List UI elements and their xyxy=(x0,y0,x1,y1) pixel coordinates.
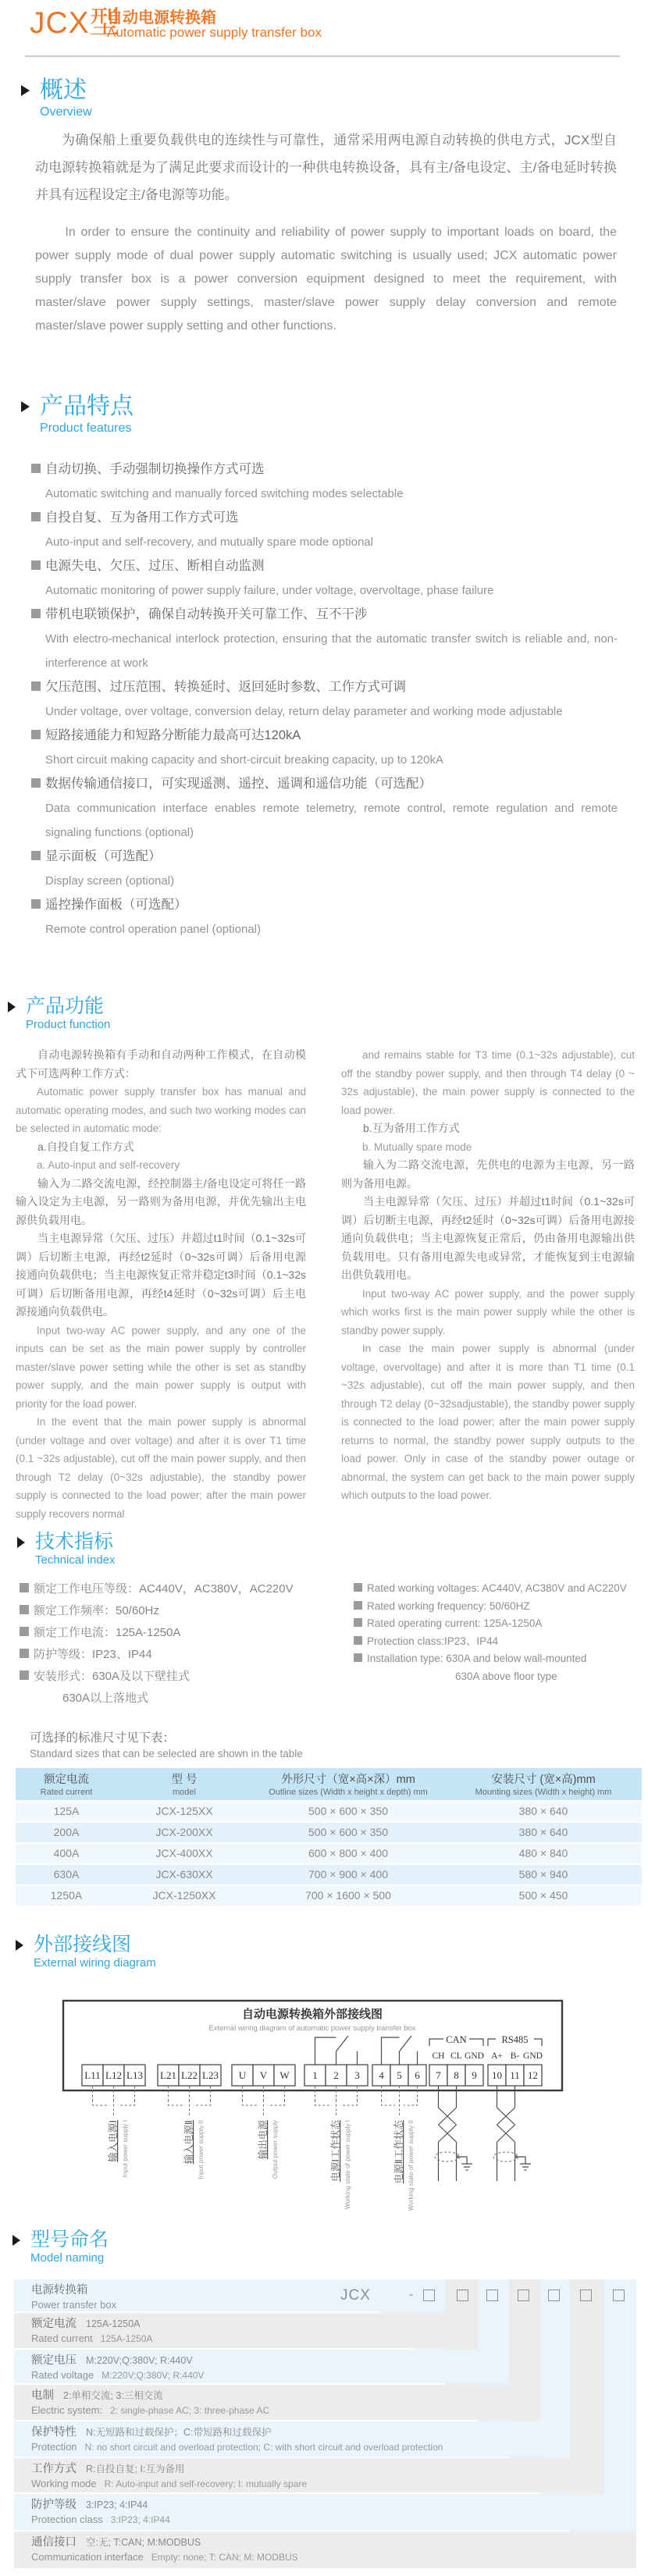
naming-code-box xyxy=(613,2290,625,2301)
tech-item: Rated working frequency: 50/60HZ xyxy=(354,1598,627,1616)
terminal-label: L22 xyxy=(181,2069,198,2081)
feature-item xyxy=(31,675,618,724)
feature-text-cn: 带机电联锁保护，确保自动转换开关可靠工作、互不干涉 xyxy=(45,607,368,621)
tech-item: Rated operating current: 125A-1250A xyxy=(354,1615,627,1633)
naming-code-box xyxy=(518,2290,529,2301)
terminal-label: L13 xyxy=(126,2069,143,2081)
triangle-icon xyxy=(17,1537,25,1548)
bullet-square-icon xyxy=(31,512,41,521)
naming-prefix: JCX xyxy=(340,2287,371,2304)
feature-text-cn: 自动切换、手动强制切换操作方式可选 xyxy=(45,462,265,476)
triangle-icon xyxy=(21,85,30,96)
tech-item-continuation: 630A above floor type xyxy=(455,1670,557,1682)
bullet-square-icon xyxy=(31,464,41,473)
bullet-square-icon xyxy=(20,1605,29,1614)
tech-item: 额定工作频率：50/60Hz xyxy=(20,1600,294,1622)
function-paragraph: Automatic power supply transfer box has manual and automatic operating modes, and such two working modes can be selected in automatic mode: xyxy=(16,1086,306,1134)
bullet-square-icon xyxy=(31,851,41,860)
ground-icon xyxy=(460,2157,472,2170)
table-row xyxy=(16,1800,642,1821)
group-label-cn: 电源Ⅰ工作状态 xyxy=(330,2120,341,2182)
section-title-en: Model naming xyxy=(30,2251,105,2265)
feature-item xyxy=(31,845,618,893)
table-cell: 630A xyxy=(53,1868,80,1880)
function-paragraph: 输入为二路交流电源，先供电的电源为主电源，另一路则为备用电源。 xyxy=(341,1158,635,1190)
product-title-cn: 自动电源转换箱 xyxy=(107,9,216,27)
naming-code-box xyxy=(580,2290,592,2301)
terminal-label: L12 xyxy=(105,2069,122,2081)
bullet-square-icon xyxy=(354,1601,362,1610)
tech-item: 安装形式：630A及以下壁挂式 xyxy=(20,1666,294,1688)
tech-item: Installation type: 630A and below wall-mounted xyxy=(354,1650,627,1668)
triangle-icon xyxy=(12,2235,20,2246)
ground-icon xyxy=(518,2157,531,2170)
bullet-square-icon xyxy=(31,730,41,739)
feature-item xyxy=(31,772,618,845)
section-title-en: Technical index xyxy=(35,1553,116,1567)
terminal-label: 6 xyxy=(415,2069,420,2081)
function-paragraph: 当主电源异常（欠压、过压）并超过t1时间（0.1~32s可调）后切断主电源，再经t2延时（0~32s可调）后备用电源接通向负载供电；当主电源恢复正常后，仍由备用电源输出供负载用电。只有备用电源失电或异常，才能恢复到主电源输出供负载用电。 xyxy=(341,1195,635,1281)
table-row xyxy=(16,1821,642,1842)
table-header-cell: 安装尺寸 (宽×高)mm Mounting sizes (Width x height) mm xyxy=(475,1774,612,1797)
naming-code-box xyxy=(457,2290,468,2301)
table-row xyxy=(16,1863,642,1884)
naming-row: 通信接口 空:无; T:CAN; M:MODBUS Communication interface Empty: none; T: CAN; M: MODBUS xyxy=(14,2532,636,2568)
bullet-square-icon xyxy=(31,609,41,618)
table-cell: 480 × 840 xyxy=(518,1847,568,1859)
feature-text-en: With electro-mechanical interlock protection, ensuring that the automatic transfer switch is reliable and, non-interference at work xyxy=(45,632,618,670)
terminal-label: L11 xyxy=(84,2069,101,2081)
table-cell: 380 × 640 xyxy=(518,1805,568,1817)
naming-row: 工作方式 R:自投自复; I:互为备用 Working mode R: Auto-input and self-recovery; I: mutually spare xyxy=(14,2458,570,2492)
naming-row: 电源转换箱 Power transfer box xyxy=(14,2279,414,2311)
overview-paragraph-cn: 为确保船上重要负载供电的连续性与可靠性，通常采用两电源自动转换的供电方式，JCX型自动电源转换箱就是为了满足此要求而设计的一种供电转换设备，具有主/备电设定、主/备电延时转换并具有远程设定主/备电源等功能。 xyxy=(35,133,617,202)
terminal-label: 12 xyxy=(528,2069,538,2081)
bullet-square-icon xyxy=(31,560,41,570)
wiring-title-en: External wiring diagram of automatic power supply transfer box xyxy=(208,2024,416,2033)
table-header-cell: 型 号 model xyxy=(171,1774,198,1797)
pin-label: B- xyxy=(510,2051,520,2061)
wiring-diagram xyxy=(61,1995,568,2239)
naming-code-box xyxy=(486,2290,498,2301)
bullet-square-icon xyxy=(20,1670,29,1680)
group-label-en: Output power supply xyxy=(272,2120,279,2179)
table-cell: 125A xyxy=(53,1805,80,1817)
bullet-square-icon xyxy=(20,1583,29,1592)
group-label-cn: 电源Ⅱ工作状态 xyxy=(393,2120,404,2184)
naming-row: 电制 2:单相交流; 3:三相交流 Electric system: 2: single-phase AC; 3: three-phase AC xyxy=(14,2385,509,2420)
bullet-square-icon xyxy=(354,1636,362,1645)
naming-dash: - xyxy=(409,2288,414,2301)
feature-item xyxy=(31,724,618,772)
triangle-icon xyxy=(21,401,30,412)
table-cell: 500 × 600 × 350 xyxy=(308,1826,388,1838)
group-label-en: Input power supply I xyxy=(122,2120,129,2178)
feature-text-en: Short circuit making capacity and short-circuit breaking capacity, up to 120kA xyxy=(45,753,443,767)
naming-code-box xyxy=(423,2290,435,2301)
function-paragraph: Input two-way AC power supply, and any one of the inputs can be set as the main power supply by controller master/slave power setting while the other is set as standby power supply, and the main power supply is output with priority for the load power. xyxy=(16,1324,306,1410)
feature-text-en: Display screen (optional) xyxy=(45,874,175,888)
table-row xyxy=(16,1884,642,1905)
bullet-square-icon xyxy=(354,1618,362,1627)
overview-paragraph-en: In order to ensure the continuity and reliability of power supply to important loads on board, the power supply mode of dual power supply automatic switching is usually used; JCX automatic power supply transfer box is a power conversion equipment designed to meet the requirement, with master/slave power supply settings, master/slave power supply delay conversion and remote master/slave power supply setting and other functions. xyxy=(35,226,617,333)
feature-text-en: Automatic switching and manually forced switching modes selectable xyxy=(45,487,404,500)
table-cell: 500 × 450 xyxy=(518,1889,568,1902)
function-paragraph: b.互为备用工作方式 xyxy=(363,1122,460,1134)
tech-item: 额定工作电流：125A-1250A xyxy=(20,1622,294,1644)
section-title-cn: 外部接线图 xyxy=(34,1934,132,1955)
function-paragraph: In the event that the main power supply is abnormal (under voltage and over voltage) and after it is over T1 time (0.1 ~32s adjustable), cut off the main power supply, and then through T2 delay (0~32s adjustable), the standby power supply is connected to the load power; after the main power supply recovers normal xyxy=(16,1416,306,1520)
group-label-cn: 输出电源 xyxy=(258,2120,269,2160)
naming-strip xyxy=(603,2279,636,2568)
function-paragraph: and remains stable for T3 time (0.1~32s adjustable), cut off the standby power supply, and then through T4 delay (0 ~ 32s adjustable), the main power supply is connected to the load power. xyxy=(341,1049,635,1116)
section-heading-overview xyxy=(21,78,92,119)
tech-item-continuation: 630A以上落地式 xyxy=(62,1692,149,1705)
pin-label: GND xyxy=(465,2051,484,2061)
table-cell: JCX-1250XX xyxy=(152,1889,216,1902)
table-cell: 500 × 600 × 350 xyxy=(308,1805,388,1817)
function-paragraph: a. Auto-input and self-recovery xyxy=(37,1159,180,1171)
table-row xyxy=(16,1842,642,1863)
function-paragraph: In case the main power supply is abnormal (under voltage, overvoltage) and after it is more than T1 time (0.1 ~32s adjustable), cut off the main power supply, and then through T2 delay (0~32sadjustable), the standby power supply is connected to the load power; after the main power supply returns to normal, the standby power supply outputs to the load power. Only in case of the standby power outage or abnormal, the system can get back to the main power supply which outputs to the load power. xyxy=(341,1343,635,1501)
table-cell: JCX-200XX xyxy=(155,1826,213,1838)
terminal-label: 10 xyxy=(492,2069,502,2081)
function-paragraph: 自动电源转换箱有手动和自动两种工作模式，在自动模式下可选两种工作方式： xyxy=(16,1048,306,1080)
wiring-title-cn: 自动电源转换箱外部接线图 xyxy=(241,2008,383,2021)
pin-label: A+ xyxy=(491,2051,503,2061)
feature-item xyxy=(31,603,618,675)
table-cell: 700 × 900 × 400 xyxy=(308,1868,388,1880)
function-column-left xyxy=(16,1046,306,1523)
terminal-label: 5 xyxy=(397,2069,402,2081)
function-paragraph: a.自投自复工作方式 xyxy=(37,1140,134,1153)
feature-text-cn: 自投自复、互为备用工作方式可选 xyxy=(45,511,239,525)
brand-model: JCX型 xyxy=(30,6,121,40)
bullet-square-icon xyxy=(354,1653,362,1662)
bullet-square-icon xyxy=(354,1583,362,1592)
naming-row: 额定电压 M:220V;Q:380V; R:440V Rated voltage M:220V;Q:380V; R:440V xyxy=(14,2350,478,2383)
header-divider xyxy=(25,55,620,57)
terminal-label: W xyxy=(279,2069,290,2081)
table-cell: JCX-630XX xyxy=(155,1868,213,1880)
section-title-cn: 产品特点 xyxy=(40,393,134,419)
feature-text-cn: 显示面板（可选配） xyxy=(45,849,162,863)
table-header-cell: 外形尺寸（宽×高×深）mm Outline sizes (Width x height x depth) mm xyxy=(269,1774,428,1797)
table-cell: 1250A xyxy=(50,1889,83,1902)
feature-list xyxy=(31,457,618,941)
tech-item: Protection class:IP23、IP44 xyxy=(354,1633,627,1651)
table-cell: 200A xyxy=(53,1826,80,1838)
triangle-icon xyxy=(8,1002,16,1012)
section-title-cn: 技术指标 xyxy=(35,1531,114,1553)
pin-label: GND xyxy=(523,2051,543,2061)
feature-item xyxy=(31,554,618,603)
function-paragraph: Input two-way AC power supply, and the power supply which works first is the main power supply while the other is standby power supply. xyxy=(341,1287,635,1336)
group-label-en: Working state of power supply I xyxy=(344,2120,351,2210)
feature-text-cn: 欠压范围、过压范围、转换延时、返回延时参数、工作方式可调 xyxy=(45,680,406,694)
group-label-cn: 输入电源Ⅰ xyxy=(108,2120,119,2162)
feature-text-en: Auto-input and self-recovery, and mutually spare mode optional xyxy=(45,535,373,549)
table-header-cell: 额定电流 Rated current xyxy=(40,1774,93,1797)
feature-text-en: Data communication interface enables remote telemetry, remote control, remote regulation and remote signaling functions (optional) xyxy=(45,802,618,839)
section-title-en: External wiring diagram xyxy=(34,1956,156,1970)
terminal-label: 9 xyxy=(472,2069,477,2081)
terminal-label: L23 xyxy=(202,2069,219,2081)
feature-text-cn: 数据传输通信接口，可实现遥测、遥控、遥调和遥信功能（可选配） xyxy=(45,777,432,791)
tech-item: 额定工作电压等级：AC440V，AC380V，AC220V xyxy=(20,1578,294,1600)
terminal-label: U xyxy=(238,2069,247,2081)
bullet-square-icon xyxy=(31,899,41,909)
section-title-en: Product features xyxy=(40,421,132,435)
group-label-en: Working state of power supply II xyxy=(408,2120,415,2211)
twisted-pair-icon xyxy=(497,2086,515,2181)
section-heading-tech xyxy=(17,1532,116,1567)
section-heading-naming xyxy=(12,2229,109,2265)
feature-text-cn: 短路接通能力和短路分断能力最高可达120kA xyxy=(45,728,301,742)
model-naming-diagram xyxy=(14,2279,636,2570)
triangle-icon xyxy=(16,1940,23,1951)
section-title-cn: 概述 xyxy=(40,77,87,103)
table-cell: JCX-400XX xyxy=(155,1847,213,1859)
terminal-label: 4 xyxy=(379,2069,384,2081)
feature-text-cn: 电源失电、欠压、过压、断相自动监测 xyxy=(45,559,265,573)
terminal-label: 8 xyxy=(454,2069,459,2081)
twisted-pair-icon xyxy=(439,2086,457,2181)
section-title-en: Overview xyxy=(40,105,92,119)
tech-list-left xyxy=(20,1578,294,1710)
function-paragraph: 当主电源异常（欠压、过压）并超过t1时间（0.1~32s可调）后切断主电源，再经t2延时（0~32s可调）后备用电源接通向负载供电；当主电源恢复正常并稳定t3时间（0.1~32s可调）后切断备用电源，再经t4延时（0~32s可调）后主电源接通向负载供电。 xyxy=(16,1232,306,1318)
feature-text-en: Under voltage, over voltage, conversion delay, return delay parameter and working mode adjustable xyxy=(45,705,563,718)
function-paragraph: 输入为二路交流电源，经控制器主/备电设定可将任一路输入设定为主电源，另一路则为备用电源，并优先输出主电源供负载用电。 xyxy=(16,1176,306,1226)
terminal-label: V xyxy=(259,2069,268,2081)
terminal-label: 11 xyxy=(510,2069,520,2081)
feature-text-en: Automatic monitoring of power supply failure, under voltage, overvoltage, phase failure xyxy=(45,584,494,597)
naming-row: 保护特性 N:无短路和过载保护；C:带短路和过载保护 Protection N: no short circuit and overload protection; C: with short circuit and overload protection xyxy=(14,2421,540,2457)
product-title-en: Automatic power supply transfer box xyxy=(107,25,322,40)
section-title-cn: 产品功能 xyxy=(26,995,105,1017)
terminal-label: L21 xyxy=(160,2069,176,2081)
function-paragraph: b. Mutually spare mode xyxy=(362,1140,472,1153)
size-table xyxy=(16,1768,642,1905)
terminal-label: 1 xyxy=(312,2069,318,2081)
size-note-en: Standard sizes that can be selected are shown in the table xyxy=(30,1748,303,1759)
table-cell: 400A xyxy=(53,1847,80,1859)
tech-item: 防护等级：IP23、IP44 xyxy=(20,1644,294,1666)
table-cell: 380 × 640 xyxy=(518,1826,568,1838)
bullet-square-icon xyxy=(20,1627,29,1636)
naming-row: 额定电流 125A-1250A Rated current 125A-1250A xyxy=(14,2313,445,2348)
section-heading-features xyxy=(21,394,134,436)
feature-item xyxy=(31,506,618,554)
pin-label: CL xyxy=(450,2051,462,2061)
terminal-label: 2 xyxy=(333,2069,339,2081)
naming-code-box xyxy=(548,2290,560,2301)
function-column-right xyxy=(341,1046,635,1505)
section-title-en: Product function xyxy=(26,1018,111,1032)
bullet-square-icon xyxy=(20,1649,29,1658)
bullet-square-icon xyxy=(31,778,41,788)
can-bus-label: CAN xyxy=(446,2034,467,2045)
table-cell: 580 × 940 xyxy=(518,1868,568,1880)
feature-item xyxy=(31,457,618,506)
tech-list-right xyxy=(354,1580,627,1685)
table-cell: JCX-125XX xyxy=(155,1805,213,1817)
group-label-cn: 输入电源Ⅱ xyxy=(183,2120,194,2165)
group-label-en: Input power supply II xyxy=(198,2120,205,2179)
feature-text-cn: 遥控操作面板（可选配） xyxy=(45,898,187,912)
size-note-cn: 可选择的标准尺寸见下表： xyxy=(30,1731,176,1745)
table-header-row xyxy=(16,1768,642,1800)
section-heading-wiring xyxy=(16,1934,156,1969)
bullet-square-icon xyxy=(31,681,41,691)
rs485-bus-label: RS485 xyxy=(501,2034,529,2045)
section-heading-function xyxy=(8,996,110,1031)
pin-label: CH xyxy=(432,2051,445,2061)
feature-item xyxy=(31,893,618,941)
feature-text-en: Remote control operation panel (optional) xyxy=(45,923,261,936)
table-cell: 700 × 1600 × 500 xyxy=(305,1889,391,1902)
tech-item: Rated working voltages: AC440V, AC380V and AC220V xyxy=(354,1580,627,1598)
section-title-cn: 型号命名 xyxy=(30,2229,109,2250)
terminal-label: 7 xyxy=(436,2069,441,2081)
table-cell: 600 × 800 × 400 xyxy=(308,1847,388,1859)
terminal-label: 3 xyxy=(354,2069,360,2081)
naming-row: 防护等级 3:IP23; 4:IP44 Protection class 3:IP23; 4:IP44 xyxy=(14,2494,603,2530)
